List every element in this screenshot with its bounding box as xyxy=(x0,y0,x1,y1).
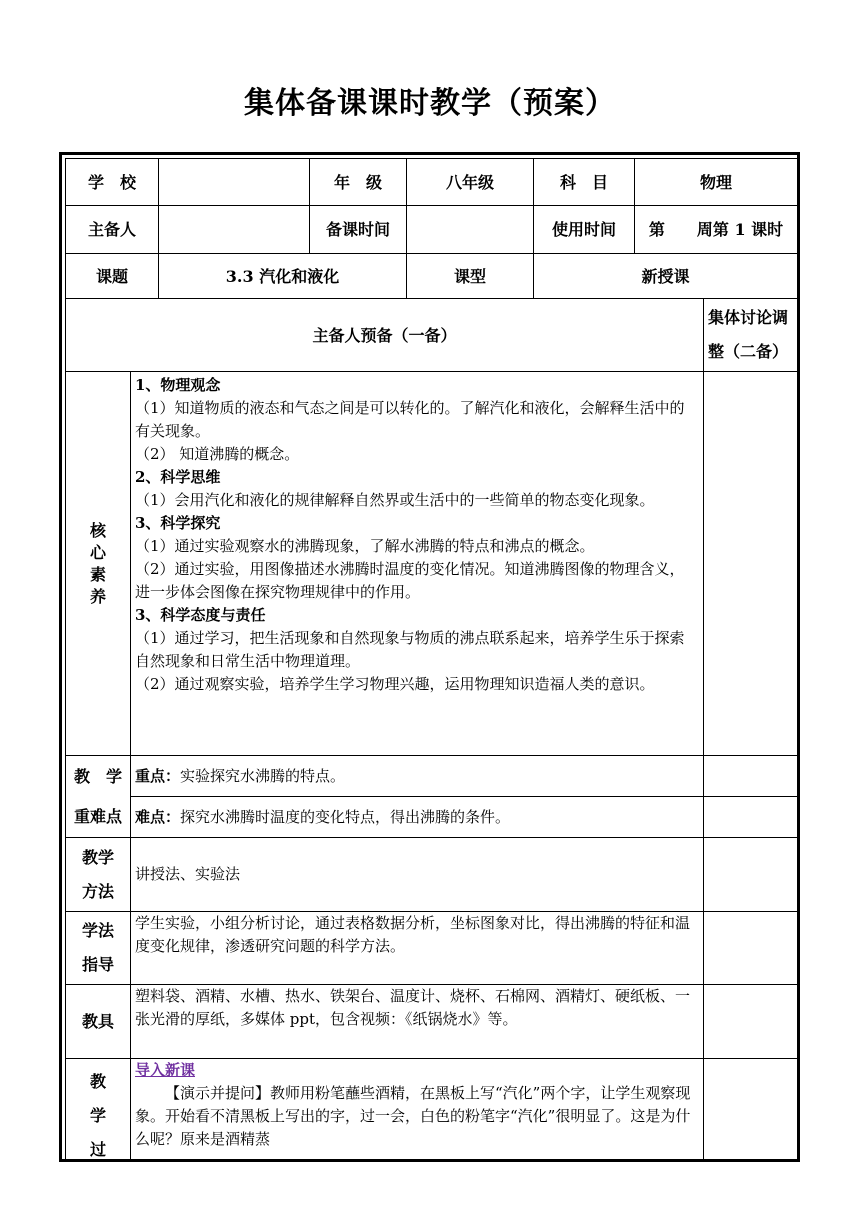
guide-label xyxy=(66,912,131,985)
method-label xyxy=(66,838,131,912)
prep-time-value xyxy=(407,206,534,254)
discussion-cell xyxy=(704,912,798,985)
process-label-char: 教 xyxy=(89,1072,106,1091)
school-value xyxy=(159,159,310,206)
lead-teacher-value xyxy=(159,206,310,254)
core-line: 1、物理观念 xyxy=(135,376,221,394)
core-line: （2）通过实验，用图像描述水沸腾时温度的变化情况。知道沸腾图像的物理含义，进一步体会图像在探究物理规律中的作用。 xyxy=(135,560,685,601)
guide-value: 学生实验，小组分析讨论，通过表格数据分析，坐标图象对比，得出沸腾的特征和温度变化规律，渗透研究问题的科学方法。 xyxy=(131,912,704,985)
discussion-cell xyxy=(704,756,798,797)
tools-value: 塑料袋、酒精、水槽、热水、铁架台、温度计、烧杯、石棉网、酒精灯、硬纸板、一张光滑的厚纸，多媒体 ppt，包含视频：《纸锅烧水》等。 xyxy=(131,985,704,1059)
difficulty-label xyxy=(66,756,131,838)
core-literacy-label: 核心素养 xyxy=(66,372,131,756)
process-label-char: 过 xyxy=(89,1140,106,1159)
difficult-point-value: 探究水沸腾时温度的变化特点，得出沸腾的条件。 xyxy=(180,807,511,826)
difficult-point-label: 难点： xyxy=(135,807,181,826)
discussion-cell xyxy=(704,838,798,912)
subject-label: 科 目 xyxy=(534,159,635,206)
discussion-cell xyxy=(704,797,798,838)
grade-value: 八年级 xyxy=(407,159,534,206)
topic-value: 3.3 汽化和液化 xyxy=(159,254,407,299)
guide-label-bottom: 指导 xyxy=(81,955,114,974)
difficulty-label-top: 教 学 xyxy=(73,766,122,786)
method-label-top: 教学 xyxy=(81,847,114,867)
lesson-type-label: 课型 xyxy=(407,254,534,299)
process-label-char: 学 xyxy=(89,1106,106,1125)
intro-text: 【演示并提问】教师用粉笔蘸些酒精，在黑板上写“汽化”两个字，让学生观察现象。开始看不清黑板上写出的字，过一会，白色的粉笔字“汽化”很明显了。这是为什么呢？原来是酒精蒸 xyxy=(135,1084,691,1148)
core-line: （1）知道物质的液态和气态之间是可以转化的。了解汽化和液化，会解释生活中的有关现象。 xyxy=(135,399,685,440)
discussion-cell xyxy=(704,372,798,756)
discussion-header: 集体讨论调整（二备） xyxy=(704,299,798,372)
difficult-point xyxy=(131,797,704,838)
core-line: （2）通过观察实验，培养学生学习物理兴趣，运用物理知识造福人类的意识。 xyxy=(135,675,655,693)
core-line: 3、科学态度与责任 xyxy=(135,606,266,624)
page-title: 集体备课课时教学（预案） xyxy=(244,86,616,121)
prep-time-label: 备课时间 xyxy=(310,206,407,254)
core-line: （1）会用汽化和液化的规律解释自然界或生活中的一些简单的物态变化现象。 xyxy=(135,491,655,509)
topic-label: 课题 xyxy=(66,254,159,299)
key-point-label: 重点： xyxy=(135,766,181,785)
core-literacy-content xyxy=(131,372,704,756)
method-label-bottom: 方法 xyxy=(81,881,114,901)
core-line: （1）通过学习，把生活现象和自然现象与物质的沸点联系起来，培养学生乐于探索自然现象和日常生活中物理道理。 xyxy=(135,629,685,670)
core-line: 2、科学思维 xyxy=(135,468,221,486)
lesson-plan-table xyxy=(65,158,798,1162)
guide-label-top: 学法 xyxy=(81,921,114,940)
lead-teacher-label: 主备人 xyxy=(66,206,159,254)
method-value: 讲授法、实验法 xyxy=(131,838,704,912)
school-label: 学 校 xyxy=(66,159,159,206)
core-line: （1）通过实验观察水的沸腾现象，了解水沸腾的特点和沸点的概念。 xyxy=(135,537,595,555)
intro-heading-link[interactable]: 导入新课 xyxy=(135,1061,196,1079)
lesson-type-value: 新授课 xyxy=(534,254,798,299)
difficulty-label-bottom: 重难点 xyxy=(73,806,122,826)
lead-prep-header: 主备人预备（一备） xyxy=(66,299,704,372)
key-point-value: 实验探究水沸腾的特点。 xyxy=(180,766,346,785)
tools-label: 教具 xyxy=(66,985,131,1059)
key-point xyxy=(131,756,704,797)
core-line: （2） 知道沸腾的概念。 xyxy=(135,445,300,463)
lesson-plan-table-frame xyxy=(59,152,800,1162)
discussion-cell xyxy=(704,1059,798,1163)
grade-label: 年 级 xyxy=(310,159,407,206)
process-label xyxy=(66,1059,131,1163)
use-time-value: 第 周第 1 课时 xyxy=(635,206,798,254)
process-content xyxy=(131,1059,704,1163)
subject-value: 物理 xyxy=(635,159,798,206)
core-line: 3、科学探究 xyxy=(135,514,221,532)
discussion-cell xyxy=(704,985,798,1059)
use-time-label: 使用时间 xyxy=(534,206,635,254)
